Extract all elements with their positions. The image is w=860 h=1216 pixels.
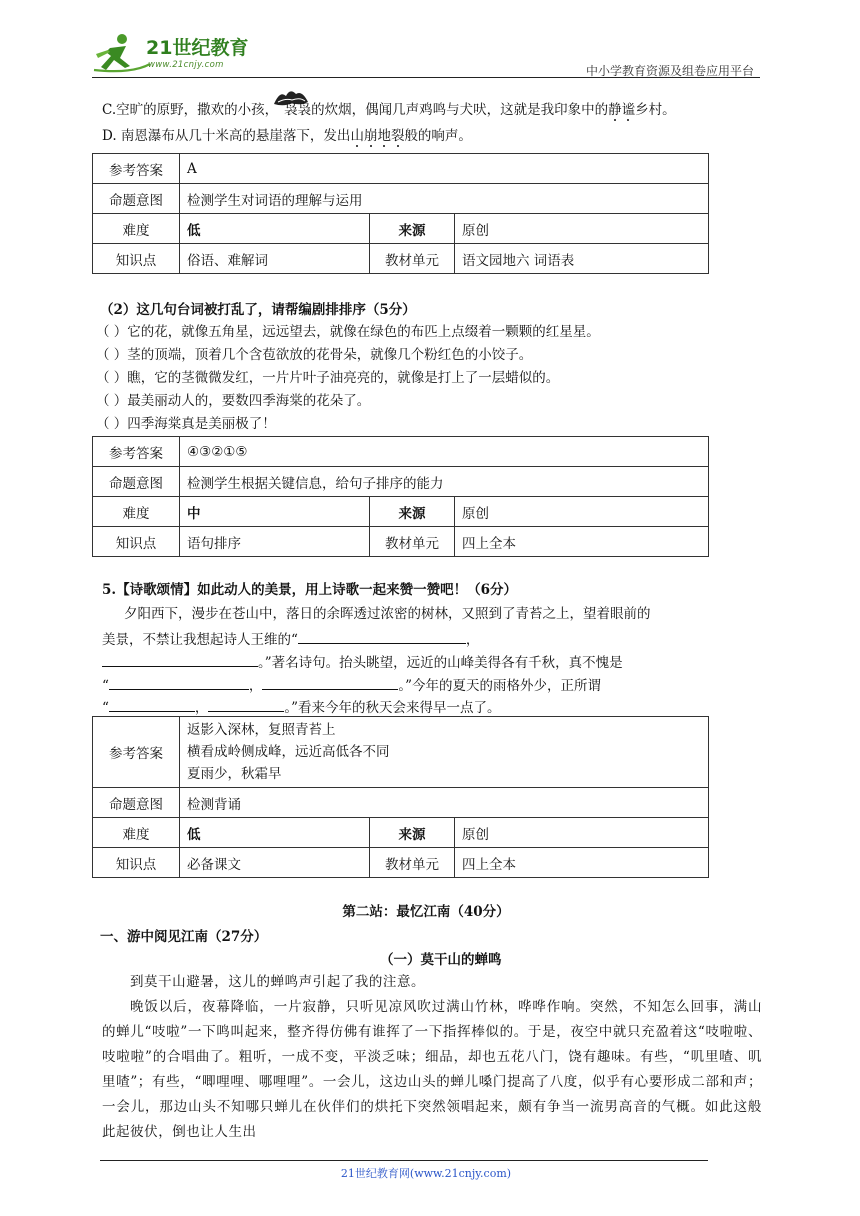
- source-label: 来源: [370, 214, 455, 244]
- source-label: 来源: [370, 818, 455, 848]
- difficulty-label: 难度: [93, 214, 180, 244]
- q5-text: ，: [465, 632, 480, 648]
- page-header: [92, 30, 760, 78]
- unit-value: 语文园地六 词语表: [455, 244, 709, 274]
- dotted-char: 裂: [390, 128, 405, 144]
- question-2-title: （2）这几句台词被打乱了，请帮编剧排排序（5分）: [100, 302, 416, 318]
- knowledge-label: 知识点: [93, 848, 180, 878]
- difficulty-value: 低: [180, 214, 370, 244]
- intent-value: 检测学生对词语的理解与运用: [180, 184, 709, 214]
- footer-divider: [100, 1160, 708, 1161]
- knowledge-value: 语句排序: [180, 527, 370, 557]
- article-paragraph-2: 晚饭以后，夜幕降临，一片寂静，只听见凉风吹过满山竹林，哗哗作响。突然，不知怎么回事，满山的蝉儿“吱啦”一下鸣叫起来，整齐得仿佛有谁挥了一下指挥棒似的。于是，夜空中就只充盈着这“吱啦啦、吱啦啦”的合唱曲了。粗听，一成不变，平淡乏味；细品，却也五花八门，饶有趣味。有些，“叽里喳、叽里喳”；有些，“唧哩哩、哪哩哩”。一会儿，这边山头的蝉儿嗓门提高了八度，似乎有心要形成二部和声；一会儿，那边山头不知哪只蝉儿在伙伴们的烘托下突然领唱起来，颇有争当一流男高音的气概。如此这般此起彼伏，倒也让人生出: [102, 999, 762, 1140]
- unit-value: 四上全本: [455, 527, 709, 557]
- unit-value: 四上全本: [455, 848, 709, 878]
- footer-text: 21世纪教育网(www.21cnjy.com): [340, 1167, 512, 1180]
- q5-paragraph-line-4: [102, 675, 601, 696]
- question-5-tag: 5.【诗歌颂情】: [102, 582, 198, 598]
- answer-line: 返影入深林，复照青苔上: [187, 722, 336, 738]
- poem-blank-3[interactable]: [109, 675, 249, 690]
- option-d-part: D. 南恩瀑布从几十米高的悬崖落下，发出: [102, 128, 351, 144]
- q5-text: ，: [248, 678, 263, 694]
- intent-value: 检测背诵: [180, 788, 709, 818]
- option-c-part: 袅袅的炊烟，偶闻几声鸡鸣与犬吠，这就是我印象中的: [284, 102, 609, 118]
- dotted-char: 山: [350, 128, 364, 144]
- q5-paragraph-line-5: [102, 697, 501, 718]
- option-d-part: 般的响声。: [404, 128, 472, 144]
- source-label: 来源: [370, 497, 455, 527]
- option-d: [102, 126, 472, 146]
- answer-label: 参考答案: [93, 154, 180, 184]
- option-c-part: 乡村。: [635, 102, 676, 118]
- answer-line: 横看成岭侧成峰，远近高低各不同: [187, 744, 390, 760]
- option-c-part: C.空旷的原野，撒欢的小孩，: [102, 102, 279, 118]
- sentence-4: （ ）最美丽动人的，要数四季海棠的花朵了。: [96, 393, 371, 409]
- option-c: [102, 100, 676, 120]
- q5-text: 。”看来今年的秋天会来得早一点了。: [284, 700, 501, 716]
- answer-table-q2: [92, 436, 709, 557]
- unit-label: 教材单元: [370, 848, 455, 878]
- intent-value: 检测学生根据关键信息，给句子排序的能力: [180, 467, 709, 497]
- intent-label: 命题意图: [93, 788, 180, 818]
- knowledge-label: 知识点: [93, 244, 180, 274]
- q5-text: ，: [194, 700, 209, 716]
- sentence-2: （ ）茎的顶端，顶着几个含苞欲放的花骨朵，就像几个粉红色的小饺子。: [96, 347, 533, 363]
- answer-label: 参考答案: [93, 717, 180, 788]
- q5-text: “: [102, 678, 109, 694]
- difficulty-label: 难度: [93, 497, 180, 527]
- logo-url: www.21cnjy.com: [148, 60, 224, 70]
- q5-paragraph-line-2: [102, 629, 479, 650]
- section-title: 一、游中阅见江南（27分）: [100, 929, 268, 945]
- station-2-title: 第二站：最忆江南（40分）: [342, 904, 510, 920]
- answer-label: 参考答案: [93, 437, 180, 467]
- sentence-1: （ ）它的花，就像五角星，远远望去，就像在绿色的布匹上点缀着一颗颗的红星星。: [96, 324, 600, 340]
- q5-text: 美景，不禁让我想起诗人王维的“: [102, 632, 298, 648]
- source-value: 原创: [455, 818, 709, 848]
- q5-text: 。”今年的夏天的雨格外少，正所谓: [398, 678, 602, 694]
- sentence-5: （ ）四季海棠真是美丽极了！: [96, 416, 276, 432]
- answer-value: ④③②①⑤: [180, 437, 709, 467]
- poem-blank-4[interactable]: [262, 675, 398, 690]
- source-value: 原创: [455, 497, 709, 527]
- dotted-char: 静: [608, 102, 622, 118]
- poem-blank-2[interactable]: [102, 652, 258, 667]
- difficulty-label: 难度: [93, 818, 180, 848]
- question-5-title: [102, 580, 517, 600]
- q5-text: “: [102, 700, 109, 716]
- source-value: 原创: [455, 214, 709, 244]
- knowledge-value: 必备课文: [180, 848, 370, 878]
- dotted-char: 崩: [363, 128, 378, 144]
- intent-label: 命题意图: [93, 467, 180, 497]
- svg-text:21世纪教育: 21世纪教育: [146, 37, 249, 59]
- difficulty-value: 中: [180, 497, 370, 527]
- answer-line: 夏雨少，秋霜早: [187, 766, 282, 782]
- q5-text: 。”著名诗句。抬头眺望，远近的山峰美得各有千秋，真不愧是: [258, 655, 623, 671]
- q5-paragraph-line-3: [102, 652, 623, 673]
- article-title: （一）莫干山的蝉鸣: [380, 952, 502, 968]
- intent-label: 命题意图: [93, 184, 180, 214]
- article-paragraph-1: 到莫干山避暑，这儿的蝉鸣声引起了我的注意。: [130, 974, 426, 990]
- question-5-prompt: 如此动人的美景，用上诗歌一起来赞一赞吧！（6分）: [197, 582, 517, 598]
- poem-blank-1[interactable]: [298, 629, 466, 644]
- dotted-char: 谧: [621, 102, 636, 118]
- sentence-3: （ ）瞧，它的茎微微发红，一片片叶子油亮亮的，就像是打上了一层蜡似的。: [96, 370, 560, 386]
- platform-name: 中小学教育资源及组卷应用平台: [585, 64, 754, 78]
- q5-paragraph-line-1: 夕阳西下，漫步在苍山中，落日的余晖透过浓密的树林，又照到了青苔之上，望着眼前的: [124, 606, 651, 622]
- unit-label: 教材单元: [370, 527, 455, 557]
- difficulty-value: 低: [180, 818, 370, 848]
- answer-value: A: [180, 154, 709, 184]
- answer-table-q1: [92, 153, 709, 274]
- knowledge-label: 知识点: [93, 527, 180, 557]
- poem-blank-6[interactable]: [208, 697, 284, 712]
- knowledge-value: 俗语、难解词: [180, 244, 370, 274]
- unit-label: 教材单元: [370, 244, 455, 274]
- answer-value: [180, 717, 709, 788]
- answer-table-q5: [92, 716, 709, 878]
- poem-blank-5[interactable]: [109, 697, 195, 712]
- dotted-char: 地: [377, 128, 391, 144]
